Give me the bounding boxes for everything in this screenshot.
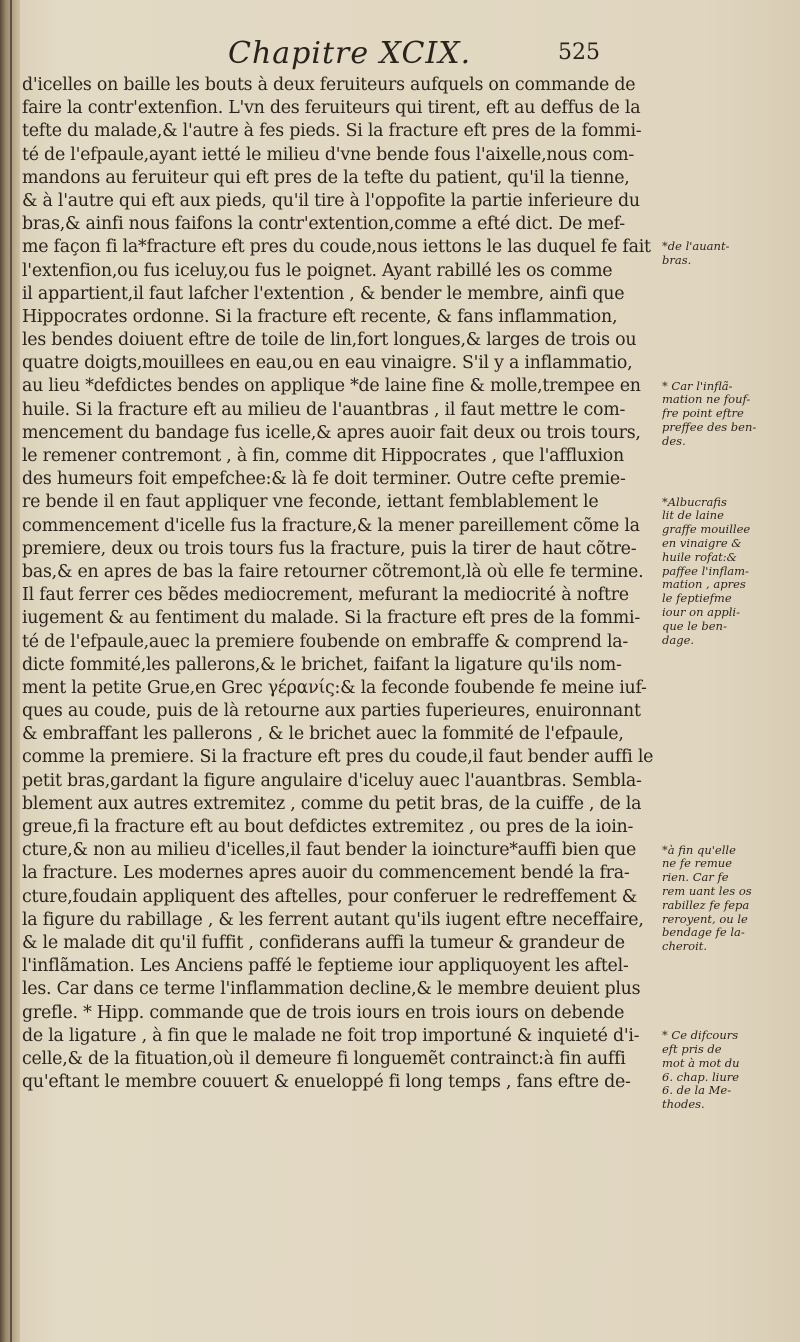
text-line: bras,& ainfi nous faifons la contr'extention,comme a efté dict. De mef- — [22, 214, 625, 235]
margin-note — [662, 496, 798, 648]
margin-note-line: paffee l'inflam- — [662, 563, 749, 578]
text-line: dicte fommité,les pallerons,& le brichet, faifant la ligature qu'ils nom- — [22, 654, 622, 675]
margin-note-line: mot à mot du — [662, 1055, 740, 1070]
margin-note-line: le feptiefme — [662, 591, 732, 606]
margin-note-line: huile rofat:& — [662, 549, 737, 564]
text-line: l'inflãmation. Les Anciens paffé le feptieme iour appliquoyent les aftel- — [22, 956, 629, 977]
margin-note-line: bendage fe la- — [662, 925, 745, 940]
margin-note-line: *Albucrafis — [662, 495, 727, 509]
margin-note-line: rabillez fe fepa — [662, 897, 750, 912]
text-line: & embraffant les pallerons , & le brichet auec la fommité de l'efpaule, — [22, 724, 624, 745]
gutter-line — [10, 0, 12, 1342]
text-line: faire la contr'extenfion. L'vn des feruiteurs qui tirent, eft au deffus de la — [22, 98, 641, 119]
margin-note-line: rem uant les os — [662, 883, 752, 898]
text-line: blement aux autres extremitez , comme du petit bras, de la cuiffe , de la — [22, 793, 642, 814]
text-line: cture,foudain appliquent des aftelles, pour conferuer le redreffement & — [22, 886, 637, 907]
text-line: la fracture. Les modernes apres auoir du commencement bendé la fra- — [22, 863, 630, 884]
text-line: cture,& non au milieu d'icelles,il faut bender la ioincture*auffi bien que — [22, 840, 637, 861]
margin-note-line: *à fin qu'elle — [662, 843, 736, 857]
text-line: tefte du malade,& l'autre à fes pieds. Si la fracture eft pres de la fommi- — [22, 121, 642, 142]
text-line: mandons au feruiteur qui eft pres de la tefte du patient, qu'il la tienne, — [22, 167, 630, 188]
running-title: Chapitre XCIX. — [228, 36, 472, 71]
text-line: huile. Si la fracture eft au milieu de l'auantbras , il faut mettre le com- — [22, 399, 626, 420]
text-line: les bendes doiuent eftre de toile de lin,fort longues,& larges de trois ou — [22, 330, 637, 351]
text-line: celle,& de la fituation,où il demeure fi longuemẽt contrainct:à fin auffi — [22, 1048, 626, 1069]
page-header — [228, 36, 628, 76]
margin-note-line: 6. de la Me- — [662, 1083, 732, 1098]
text-line: commencement d'icelle fus la fracture,& la mener pareillement cõme la — [22, 515, 640, 536]
margin-note-line: thodes. — [662, 1097, 705, 1112]
text-line: qu'eftant le membre couuert & enueloppé fi long temps , fans eftre de- — [22, 1072, 631, 1093]
text-line: re bende il en faut appliquer vne feconde, iettant femblablement le — [22, 492, 599, 513]
margin-note-line: bras. — [662, 253, 692, 268]
margin-note-line: cheroit. — [662, 939, 708, 954]
margin-note — [662, 240, 798, 268]
text-line: ment la petite Grue,en Grec γέρανίς:& la feconde foubende fe meine iuf- — [22, 677, 647, 698]
text-line: d'icelles on baille les bouts à deux feruiteurs aufquels on commande de — [22, 75, 636, 95]
margin-note-line: * Ce difcours — [662, 1029, 739, 1043]
margin-note — [662, 1029, 798, 1112]
text-line: le remener contremont , à fin, comme dit Hippocrates , que l'affluxion — [22, 446, 624, 466]
text-line: des humeurs foit empefchee:& là fe doit terminer. Outre cefte premie- — [22, 469, 626, 490]
text-line: & le malade dit qu'il fuffit , confiderans auffi la tumeur & grandeur de — [22, 932, 625, 953]
margin-note — [662, 380, 798, 449]
text-line: grefle. * Hipp. commande que de trois iours en trois iours on debende — [22, 1002, 625, 1023]
text-line: il appartient,il faut lafcher l'extention , & bender le membre, ainfi que — [22, 283, 625, 304]
margin-note-line: mation , apres — [662, 577, 746, 592]
text-line: me façon fi la*fracture eft pres du coude,nous iettons le las duquel fe fait — [22, 237, 651, 258]
margin-note-line: rien. Car fe — [662, 870, 729, 885]
margin-note-line: que le ben- — [662, 618, 727, 633]
margin-note-line: reroyent, ou le — [662, 911, 748, 926]
margin-note-line: fre point eftre — [662, 406, 744, 421]
margin-note-line: * Car l'inflã- — [662, 379, 733, 393]
text-line: té de l'efpaule,ayant ietté le milieu d'vne bende fous l'aixelle,nous com- — [22, 144, 635, 165]
text-line: & à l'autre qui eft aux pieds, qu'il tire à l'oppofite la partie inferieure du — [22, 190, 640, 211]
text-line: les. Car dans ce terme l'inflammation decline,& le membre deuient plus — [22, 979, 641, 1000]
margin-note-line: graffe mouillee — [662, 522, 751, 537]
margin-note-line: ne fe remue — [662, 856, 733, 871]
margin-note-line: 6. chap. liure — [662, 1069, 740, 1084]
text-line: de la ligature , à fin que le malade ne foit trop importuné & inquieté d'i- — [22, 1025, 640, 1046]
margin-note-line: mation ne fouf- — [662, 392, 751, 407]
text-line: petit bras,gardant la figure angulaire d'iceluy auec l'auantbras. Sembla- — [22, 770, 642, 791]
text-line: Il faut ferrer ces bẽdes mediocrement, mefurant la mediocrité à noftre — [22, 585, 629, 606]
text-line: Hippocrates ordonne. Si la fracture eft recente, & fans inflammation, — [22, 306, 618, 327]
text-line: greue,fi la fracture eft au bout defdictes extremitez , ou pres de la ioin- — [22, 817, 634, 837]
margin-note-line: des. — [662, 433, 686, 448]
text-line: au lieu *defdictes bendes on applique *de laine fine & molle,trempee en — [22, 376, 641, 397]
text-line: l'extenfion,ou fus iceluy,ou fus le poignet. Ayant rabillé les os comme — [22, 260, 613, 281]
margin-note-line: en vinaigre & — [662, 535, 742, 550]
margin-note-line: eft pris de — [662, 1041, 722, 1056]
page-number: 525 — [558, 40, 600, 65]
text-line: comme la premiere. Si la fracture eft pres du coude,il faut bender auffi le — [22, 747, 654, 768]
margin-note-line: lit de laine — [662, 508, 724, 523]
margin-note-line: iour on appli- — [662, 604, 740, 619]
text-line: quatre doigts,mouillees en eau,ou en eau vinaigre. S'il y a inflammatio, — [22, 353, 633, 374]
text-line: té de l'efpaule,auec la premiere foubende on embraffe & comprend la- — [22, 631, 628, 652]
margin-note-line: preffee des ben- — [662, 419, 757, 434]
margin-note-line: dage. — [662, 632, 695, 647]
text-line: mencement du bandage fus icelle,& apres auoir fait deux ou trois tours, — [22, 422, 641, 443]
text-line: iugement & au fentiment du malade. Si la fracture eft pres de la fommi- — [22, 608, 640, 629]
text-line: premiere, deux ou trois tours fus la fracture, puis la tirer de haut cõtre- — [22, 538, 637, 559]
text-line: bas,& en apres de bas la faire retourner cõtremont,là où elle fe termine. — [22, 561, 644, 582]
margin-note-line: *de l'auant- — [662, 240, 730, 254]
main-text-block — [22, 74, 662, 1094]
margin-note — [662, 844, 798, 954]
text-line: la figure du rabillage , & les ferrent autant qu'ils iugent eftre neceffaire, — [22, 909, 644, 930]
text-line: ques au coude, puis de là retourne aux parties fuperieures, enuironnant — [22, 701, 641, 722]
